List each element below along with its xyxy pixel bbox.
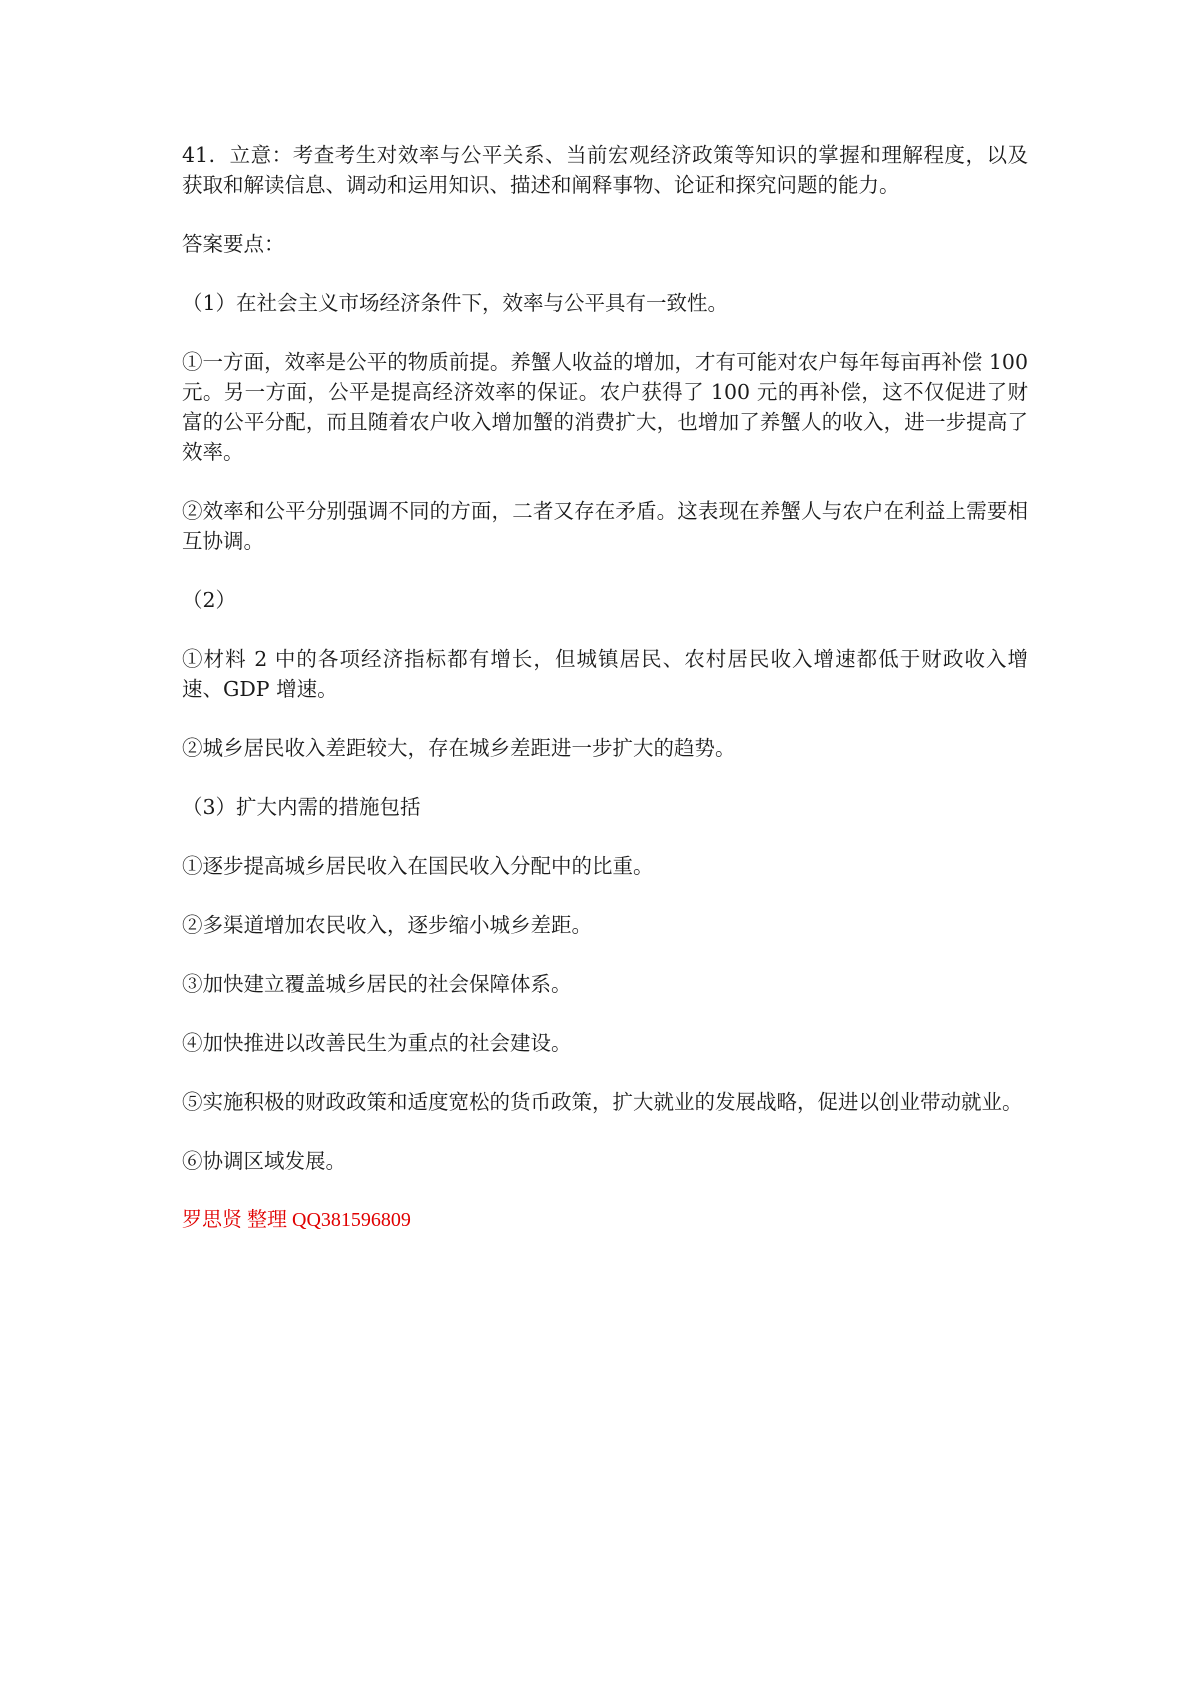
- part-2-heading: （2）: [182, 588, 237, 612]
- part-3-point-1: ①逐步提高城乡居民收入在国民收入分配中的比重。: [182, 854, 654, 878]
- compiler-signature: 罗思贤 整理 QQ381596809: [182, 1209, 411, 1231]
- answer-points-heading: 答案要点：: [182, 232, 285, 256]
- part-1-point-1: ①一方面，效率是公平的物质前提。养蟹人收益的增加，才有可能对农户每年每亩再补偿 100 元。另一方面，公平是提高经济效率的保证。农户获得了 100 元的再补偿，这不仅促进了财富的公平分配，而且随着农户收入增加蟹的消费扩大，也增加了养蟹人的收入，进一步提高了效率。: [182, 350, 1028, 464]
- part-2-point-2: ②城乡居民收入差距较大，存在城乡差距进一步扩大的趋势。: [182, 736, 736, 760]
- part-3-point-2: ②多渠道增加农民收入，逐步缩小城乡差距。: [182, 913, 592, 937]
- part-3-point-6: ⑥协调区域发展。: [182, 1149, 346, 1173]
- part-1-heading: （1）在社会主义市场经济条件下，效率与公平具有一致性。: [182, 291, 729, 315]
- part-3-heading: （3）扩大内需的措施包括: [182, 795, 421, 819]
- part-3-point-5: ⑤实施积极的财政政策和适度宽松的货币政策，扩大就业的发展战略，促进以创业带动就业。: [182, 1090, 1023, 1114]
- part-3-point-3: ③加快建立覆盖城乡居民的社会保障体系。: [182, 972, 572, 996]
- part-2-point-1: ①材料 2 中的各项经济指标都有增长，但城镇居民、农村居民收入增速都低于财政收入增速、GDP 增速。: [182, 647, 1028, 701]
- part-3-point-4: ④加快推进以改善民生为重点的社会建设。: [182, 1031, 572, 1055]
- part-1-point-2: ②效率和公平分别强调不同的方面，二者又存在矛盾。这表现在养蟹人与农户在利益上需要相互协调。: [182, 499, 1028, 553]
- question-intent-paragraph: 41．立意：考查考生对效率与公平关系、当前宏观经济政策等知识的掌握和理解程度，以及获取和解读信息、调动和运用知识、描述和阐释事物、论证和探究问题的能力。: [182, 143, 1028, 197]
- document-body: [182, 140, 1028, 1264]
